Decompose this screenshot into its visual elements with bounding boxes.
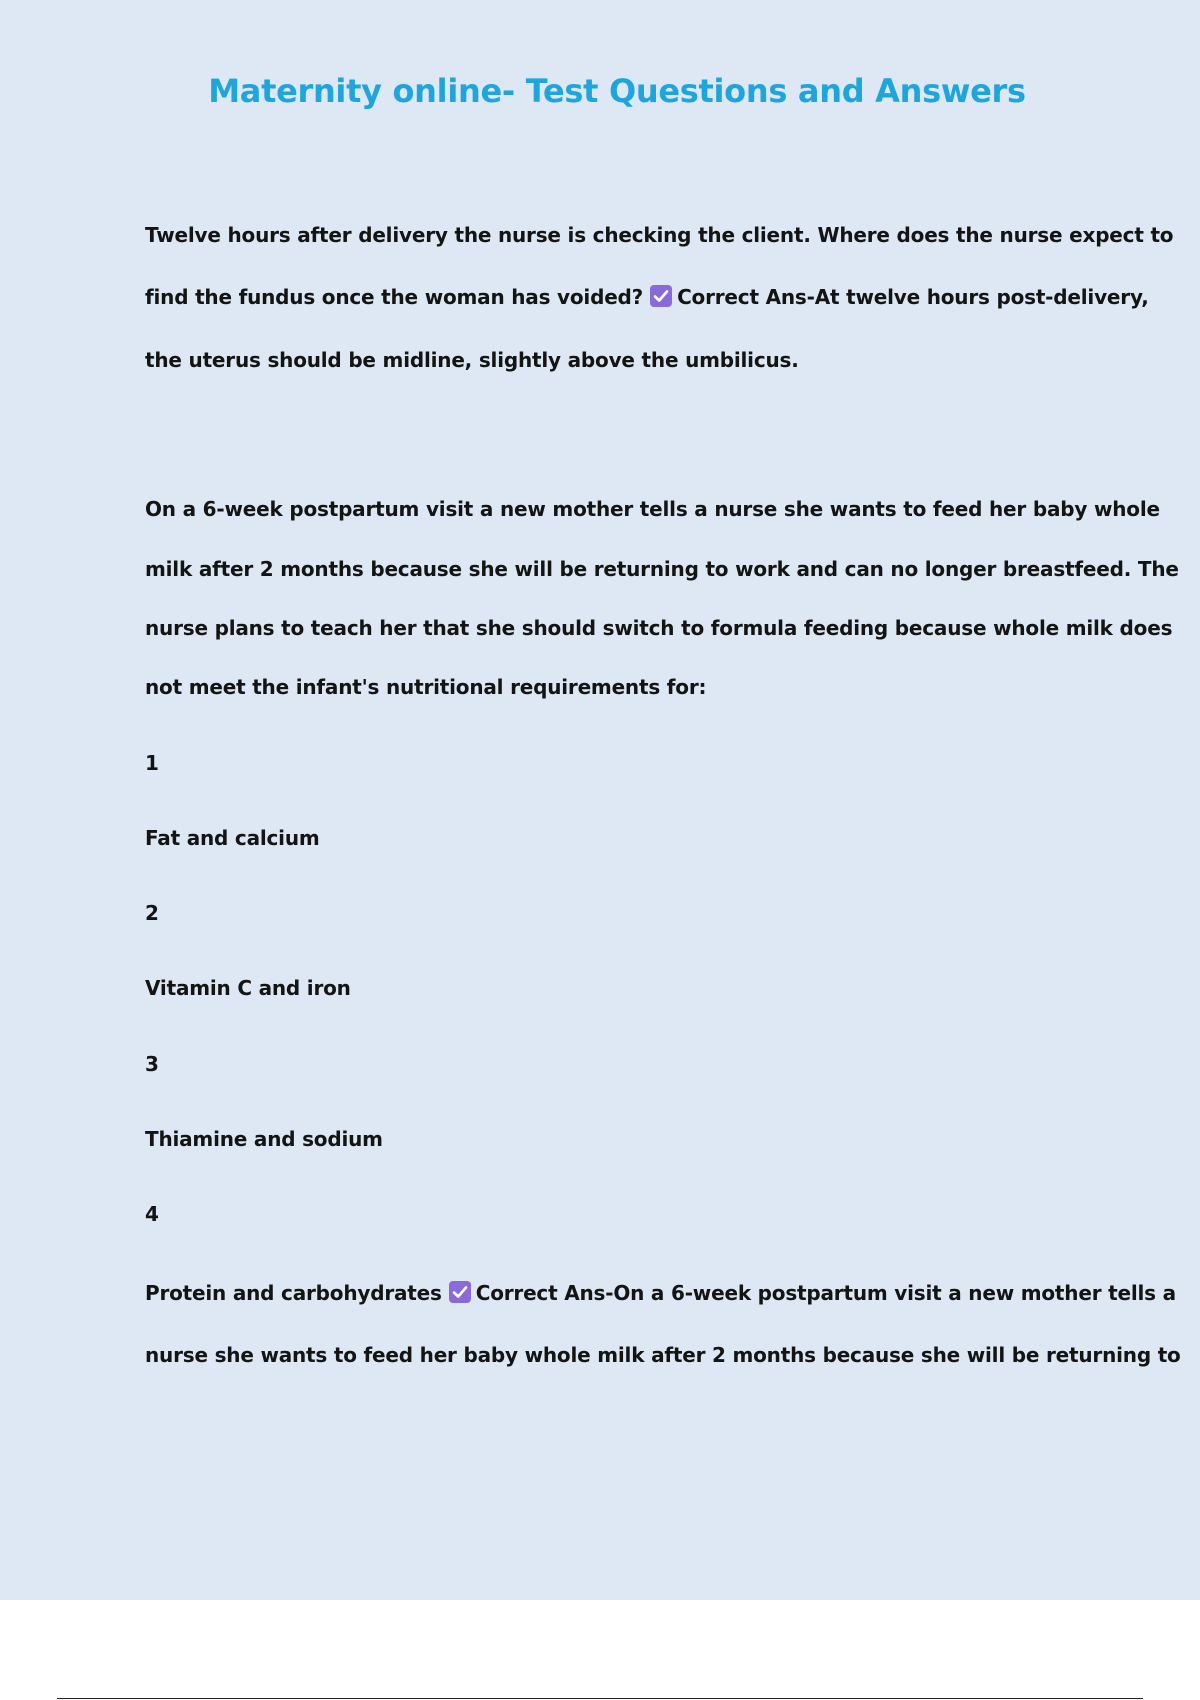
question-2-answer: Correct Ans-On a 6-week postpartum visit a new mother tells a xyxy=(475,1281,1176,1305)
option-number: 1 xyxy=(145,751,159,775)
question-1-line-3: the uterus should be midline, slightly above the umbilicus. xyxy=(145,348,799,372)
question-1-answer: Correct Ans-At twelve hours post-delivery, xyxy=(677,285,1149,309)
question-2-line-3: nurse plans to teach her that she should switch to formula feeding because whole milk does xyxy=(145,616,1173,640)
document-title: Maternity online- Test Questions and Answers xyxy=(208,72,1026,110)
option-number: 3 xyxy=(145,1052,159,1076)
option-text: Thiamine and sodium xyxy=(145,1127,383,1151)
question-2-line-2: milk after 2 months because she will be returning to work and can no longer breastfeed. The xyxy=(145,557,1179,581)
option-text: Vitamin C and iron xyxy=(145,976,351,1000)
question-2-answer-line-1 xyxy=(145,1279,1176,1307)
option-number: 4 xyxy=(145,1202,159,1226)
option-text: Protein and carbohydrates xyxy=(145,1281,442,1305)
question-2-line-1: On a 6-week postpartum visit a new mother tells a nurse she wants to feed her baby whole xyxy=(145,497,1160,521)
check-box-icon xyxy=(448,1280,472,1304)
option-number: 2 xyxy=(145,901,159,925)
check-box-icon xyxy=(649,284,673,308)
option-text: Fat and calcium xyxy=(145,826,320,850)
question-1-line-2 xyxy=(145,283,1149,311)
question-2-line-4: not meet the infant's nutritional requirements for: xyxy=(145,675,707,699)
question-2-answer-line-2: nurse she wants to feed her baby whole milk after 2 months because she will be returning to xyxy=(145,1343,1181,1367)
question-1-line-1: Twelve hours after delivery the nurse is checking the client. Where does the nurse expect to xyxy=(145,223,1174,247)
footer-divider xyxy=(57,1698,1143,1699)
question-1-text: find the fundus once the woman has voided? xyxy=(145,285,644,309)
